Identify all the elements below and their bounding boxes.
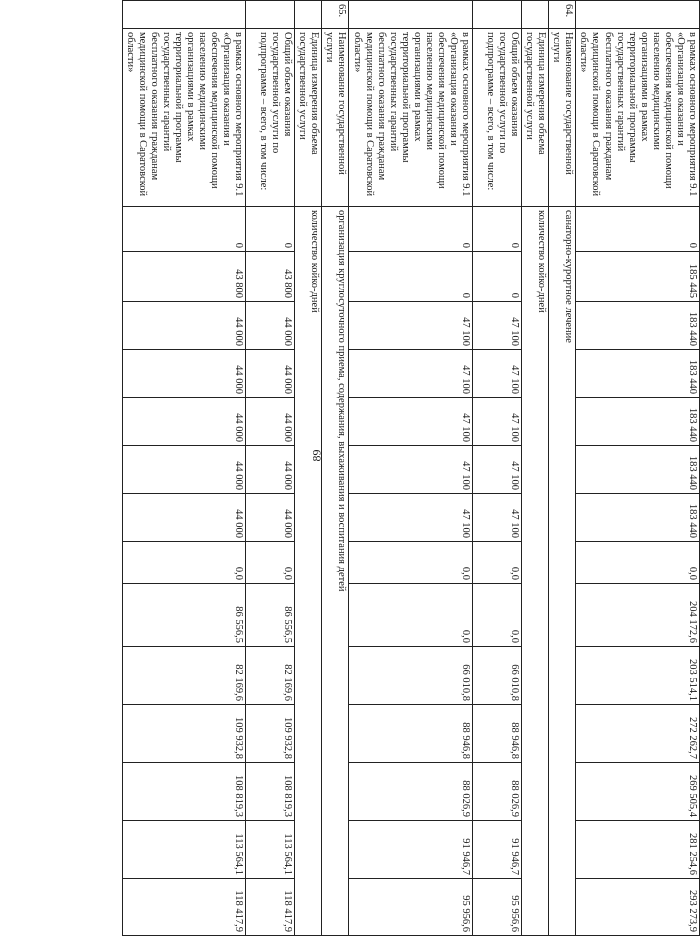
value-cell: 0,0 [576,542,700,584]
value-cell: 0 [473,207,522,252]
row-number [122,1,246,29]
value-cell: 272 262,7 [576,705,700,763]
value-cell: 183 440 [576,494,700,542]
value-cell: 86 556,5 [122,584,246,647]
value-cell: 44 000 [122,446,246,494]
table-row [349,1,473,936]
value-cell: 44 000 [246,302,295,350]
value-cell: 0,0 [246,542,295,584]
value-cell: 47 100 [349,398,473,446]
service-description-cell: санаторно-курортное лечение [549,207,576,936]
row-label: в рамках основного мероприятия 9.1 «Организация оказания и обеспечения медицинской помощи населению медицинскими организациями в рамках территориальной программы государственных гарантий бесплатного оказания гражданам медицинской помощи в Саратовской области» [349,29,473,207]
table-row [549,1,576,936]
value-cell: 204 172,6 [576,584,700,647]
service-description-cell: количество койко-дней [295,207,322,936]
rotated-table-container [124,0,700,932]
budget-table [122,0,700,936]
page-number: 89 [309,449,324,462]
value-cell: 44 000 [122,398,246,446]
row-number [576,1,700,29]
value-cell: 47 100 [473,446,522,494]
value-cell: 108 819,3 [246,763,295,821]
row-label: Единица измерения объема государственной услуги [522,29,549,207]
value-cell: 183 440 [576,350,700,398]
value-cell: 88 946,8 [349,705,473,763]
table-row [122,1,246,936]
value-cell: 281 254,6 [576,821,700,879]
value-cell: 91 946,7 [473,821,522,879]
row-number: 65. [322,1,349,29]
row-number [246,1,295,29]
value-cell: 203 514,1 [576,647,700,705]
row-number: 64. [549,1,576,29]
row-number [473,1,522,29]
value-cell: 44 000 [122,350,246,398]
row-label: Наименование государственной услуги [549,29,576,207]
value-cell: 0 [473,252,522,302]
value-cell: 118 417,9 [122,879,246,936]
row-number [349,1,473,29]
row-label: Общий объем оказания государственной услуги по подпрограмме – всего, в том числе: [473,29,522,207]
value-cell: 82 169,6 [246,647,295,705]
value-cell: 0 [576,207,700,252]
value-cell: 82 169,6 [122,647,246,705]
row-number [295,1,322,29]
value-cell: 293 273,9 [576,879,700,936]
value-cell: 0 [349,207,473,252]
row-label: Единица измерения объема государственной услуги [295,29,322,207]
value-cell: 44 000 [246,494,295,542]
value-cell: 95 956,6 [349,879,473,936]
table-row [473,1,522,936]
row-label: в рамках основного мероприятия 9.1 «Организация оказания и обеспечения медицинской помощи населению медицинскими организациями в рамках территориальной программы государственных гарантий бесплатного оказания гражданам медицинской помощи в Саратовской области» [576,29,700,207]
value-cell: 44 000 [122,302,246,350]
value-cell: 47 100 [473,302,522,350]
value-cell: 118 417,9 [246,879,295,936]
row-number [522,1,549,29]
value-cell: 43 800 [246,252,295,302]
value-cell: 88 946,8 [473,705,522,763]
value-cell: 0 [246,207,295,252]
value-cell: 95 956,6 [473,879,522,936]
value-cell: 109 932,8 [122,705,246,763]
row-label: Общий объем оказания государственной услуги по подпрограмме – всего, в том числе: [246,29,295,207]
value-cell: 0,0 [473,542,522,584]
value-cell: 113 564,1 [122,821,246,879]
table-row [295,1,322,936]
value-cell: 183 440 [576,302,700,350]
value-cell: 44 000 [246,350,295,398]
value-cell: 47 100 [349,350,473,398]
value-cell: 0,0 [122,542,246,584]
value-cell: 47 100 [349,494,473,542]
value-cell: 108 819,3 [122,763,246,821]
value-cell: 66 010,8 [349,647,473,705]
value-cell: 183 440 [576,446,700,494]
value-cell: 44 000 [246,446,295,494]
value-cell: 0,0 [349,584,473,647]
table-row [322,1,349,936]
value-cell: 0,0 [349,542,473,584]
value-cell: 47 100 [473,398,522,446]
table-row [576,1,700,936]
value-cell: 47 100 [349,302,473,350]
value-cell: 0,0 [473,584,522,647]
value-cell: 113 564,1 [246,821,295,879]
row-label: в рамках основного мероприятия 9.1 «Организация оказания и обеспечения медицинской помощи населению медицинскими организациями в рамках территориальной программы государственных гарантий бесплатного оказания гражданам медицинской помощи в Саратовской области» [122,29,246,207]
value-cell: 43 800 [122,252,246,302]
value-cell: 86 556,5 [246,584,295,647]
table-row [246,1,295,936]
value-cell: 44 000 [246,398,295,446]
value-cell: 109 932,8 [246,705,295,763]
value-cell: 47 100 [473,350,522,398]
service-description-cell: количество койко-дней [522,207,549,936]
value-cell: 47 100 [349,446,473,494]
value-cell: 88 026,9 [349,763,473,821]
value-cell: 66 010,8 [473,647,522,705]
table-row [522,1,549,936]
value-cell: 44 000 [122,494,246,542]
value-cell: 0 [122,207,246,252]
value-cell: 47 100 [473,494,522,542]
row-label: Наименование государственной услуги [322,29,349,207]
value-cell: 183 440 [576,398,700,446]
value-cell: 88 026,9 [473,763,522,821]
value-cell: 91 946,7 [349,821,473,879]
service-description-cell: организация круглосуточного приема, содержания, выхаживания и воспитания детей [322,207,349,936]
value-cell: 0 [349,252,473,302]
value-cell: 185 445 [576,252,700,302]
value-cell: 269 505,4 [576,763,700,821]
